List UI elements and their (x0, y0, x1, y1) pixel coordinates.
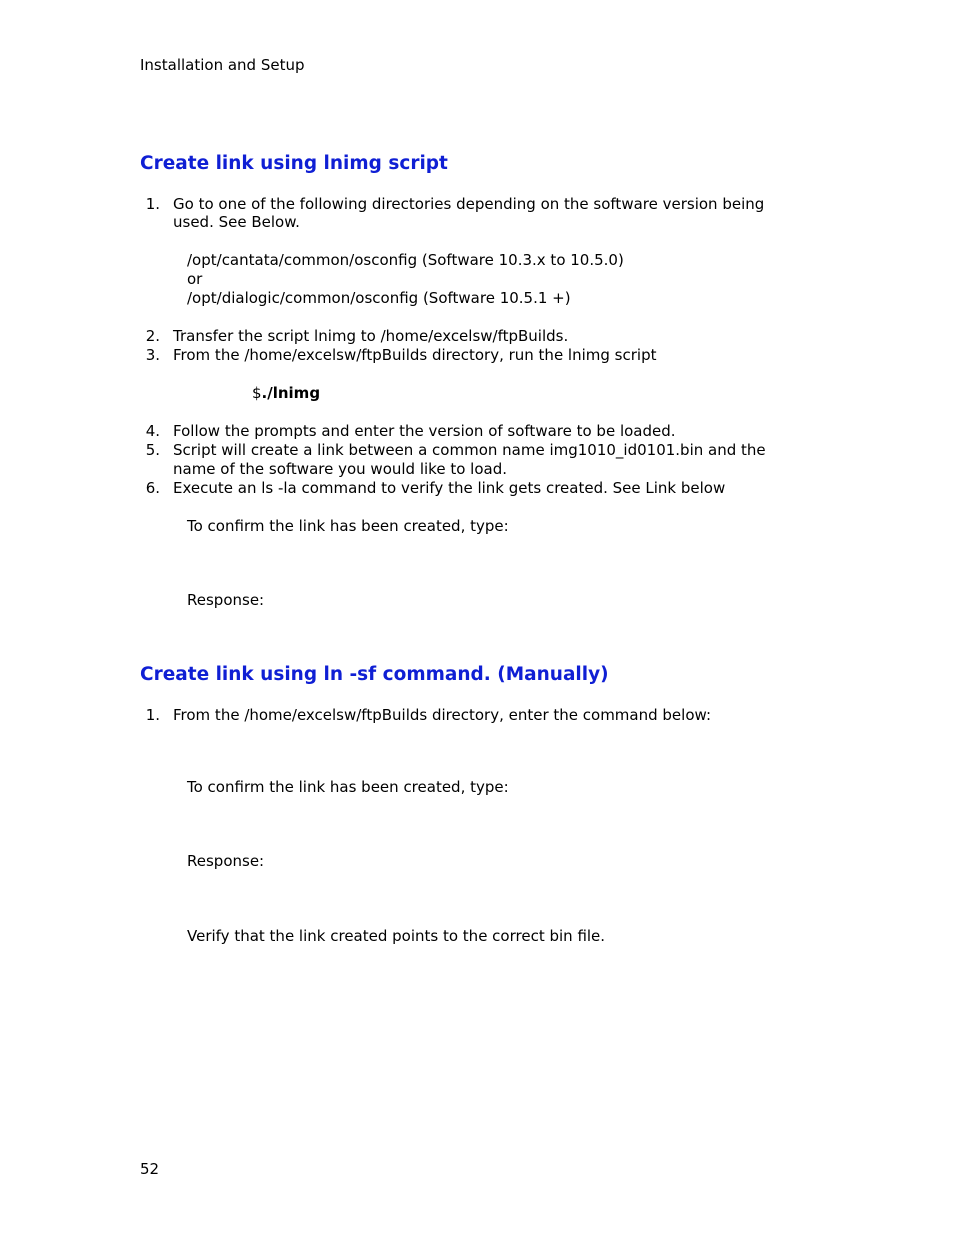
response-label: Response: (187, 852, 265, 870)
command-line (252, 384, 320, 403)
step-text: name of the software you would like to load. (173, 460, 507, 478)
command-text: ./lnimg (261, 384, 321, 402)
running-header: Installation and Setup (140, 56, 305, 74)
step-number: 2. (145, 327, 160, 345)
step-text: From the /home/excelsw/ftpBuilds directory, run the lnimg script (173, 346, 657, 364)
response-label: Response: (187, 591, 265, 609)
section-heading-manual: Create link using ln -sf command. (Manually) (140, 664, 609, 685)
step-number: 5. (145, 441, 160, 459)
confirm-instruction: To confirm the link has been created, type: (187, 517, 509, 535)
step-number: 1. (145, 195, 160, 213)
verify-instruction: Verify that the link created points to the correct bin file. (187, 927, 606, 945)
directory-or: or (187, 270, 203, 288)
section-heading-lnimg: Create link using lnimg script (140, 153, 448, 174)
confirm-instruction: To confirm the link has been created, type: (187, 778, 509, 796)
step-number: 6. (145, 479, 160, 497)
command-prompt: $ (252, 384, 262, 402)
step-number: 3. (145, 346, 160, 364)
step-number: 1. (145, 706, 160, 724)
page-number: 52 (140, 1160, 160, 1178)
step-number: 4. (145, 422, 160, 440)
step-text: Transfer the script lnimg to /home/excelsw/ftpBuilds. (173, 327, 569, 345)
step-text: Go to one of the following directories depending on the software version being (173, 195, 765, 213)
directory-path: /opt/cantata/common/osconfig (Software 10.3.x to 10.5.0) (187, 251, 624, 269)
step-text: From the /home/excelsw/ftpBuilds directory, enter the command below: (173, 706, 712, 724)
step-text: Script will create a link between a common name img1010_id0101.bin and the (173, 441, 766, 459)
step-text: Execute an ls -la command to verify the link gets created. See Link below (173, 479, 726, 497)
step-text: used. See Below. (173, 213, 300, 231)
step-text: Follow the prompts and enter the version of software to be loaded. (173, 422, 676, 440)
directory-path: /opt/dialogic/common/osconfig (Software 10.5.1 +) (187, 289, 571, 307)
